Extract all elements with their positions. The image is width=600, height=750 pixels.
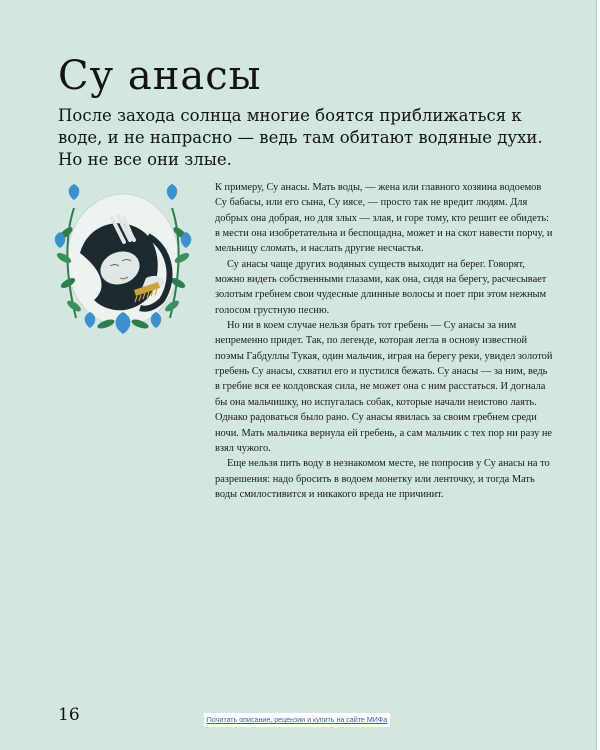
page-title: Су анасы bbox=[58, 53, 262, 99]
body-text bbox=[215, 180, 553, 502]
su-anasy-illustration bbox=[50, 178, 196, 336]
paragraph: Но ни в коем случае нельзя брать тот гребень — Су анасы за ним непременно придет. Так, по легенде, которая легла в основу известной поэмы Габдуллы Тукая, один мальчик, играя на берегу реки, увидел золотой гребень Су анасы, схватил его и пустился бежать. Су анасы — за ним, ведь в гребне вся ее колдовская сила, не может она с ним расстаться. И догнала бы она мальчишку, но испугалась собак, которые начали неистово лаять. Однако радоваться было рано. Су анасы явилась за своим гребнем среди ночи. Мать мальчика вернула ей гребень, а сам мальчик с тех пор ни разу не взял чужого. bbox=[215, 320, 553, 454]
blue-flower-icon bbox=[69, 184, 80, 200]
paragraph: К примеру, Су анасы. Мать воды, — жена или главного хозяина водоемов Су бабасы, или его сына, Су иясе, — просто так не вредит людям. Для добрых она добрая, но для злых — злая, и горе тому, кто решит ее обидеть: в мести она изобретательна и беспощадна, может и на скот навести порчу, и мельницу сломать, и наслать другие несчастья. bbox=[215, 182, 553, 255]
lead-paragraph: После захода солнца многие боятся приближаться к воде, и не напрасно — ведь там обитают водяные духи. Но не все они злые. bbox=[58, 106, 543, 169]
blue-flower-icon bbox=[167, 184, 178, 200]
paragraph: Су анасы чаще других водяных существ выходит на берег. Говорят, можно видеть собственными глазами, как она, сидя на берегу, расчесывает золотым гребнем свои чудесные длинные волосы и поет при этом нежным голосом грустную песню. bbox=[215, 258, 547, 316]
paragraph: Еще нельзя пить воду в незнакомом месте, не попросив у Су анасы на то разрешения: надо бросить в водоем монетку или ленточку, и тогда Мать воды смилостивится и никакого вреда не причинит. bbox=[215, 458, 550, 500]
page-number: 16 bbox=[58, 705, 80, 725]
promo-link[interactable]: Почитать описание, рецензии и купить на сайте МИФа bbox=[204, 713, 390, 727]
